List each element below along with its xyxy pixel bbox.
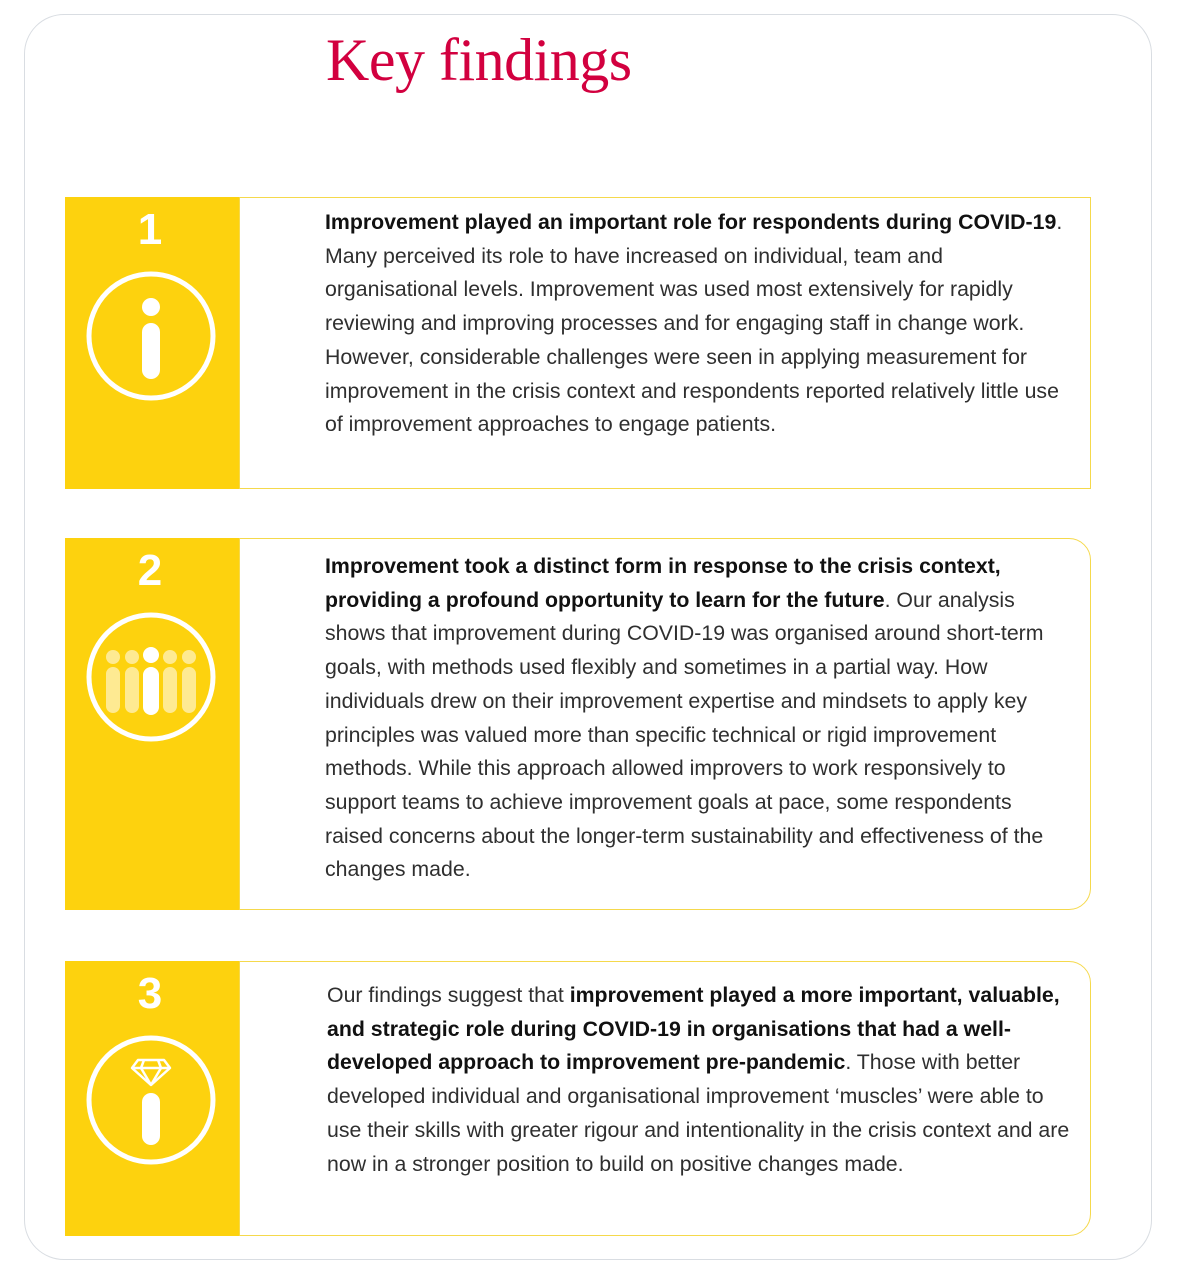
finding-number: 2 xyxy=(137,546,163,595)
finding-body: . Many perceived its role to have increased on individual, team and organisational levels. Improvement was used most extensively for rapidly reviewing and improving processes and for engaging staff in change work. However, considerable challenges were seen in applying measurement for improvement in the crisis context and respondents reported relatively little use of improvement approaches to engage patients. xyxy=(325,210,1063,437)
finding-number: 3 xyxy=(137,969,163,1018)
finding-side-panel xyxy=(65,961,240,1236)
finding-text xyxy=(327,979,1073,1181)
finding-bold: Improvement took a distinct form in response to the crisis context, providing a profound opportunity to learn for the future xyxy=(325,554,1001,612)
finding-text xyxy=(325,550,1073,887)
finding-side-panel xyxy=(65,538,240,910)
finding-number: 1 xyxy=(137,205,163,254)
finding-card-1 xyxy=(65,197,1091,489)
finding-body: . Our analysis shows that improvement during COVID-19 was organised around short-term goals, with methods used flexibly and sometimes in a partial way. How individuals drew on their improvement expertise and mindsets to apply key principles was valued more than specific technical or rigid improvement methods. While this approach allowed improvers to work responsively to support teams to achieve improvement goals at pace, some respondents raised concerns about the longer-term sustainability and effectiveness of the changes made. xyxy=(325,587,1044,882)
page-title: Key findings xyxy=(326,27,632,93)
finding-card-2 xyxy=(65,538,1091,910)
finding-body: . Those with better developed individual and organisational improvement ‘muscles’ were able to use their skills with greater rigour and intentionality in the crisis context and are now in a stronger position to build on positive changes made. xyxy=(327,1050,1070,1176)
info-icon xyxy=(84,269,218,403)
diamond-info-icon xyxy=(84,1033,218,1167)
finding-card-3 xyxy=(65,961,1091,1236)
finding-intro: Our findings suggest that xyxy=(327,983,570,1007)
finding-text xyxy=(325,206,1073,442)
finding-bold: Improvement played an important role for respondents during COVID-19 xyxy=(325,210,1057,234)
finding-side-panel xyxy=(65,197,240,489)
people-group-icon xyxy=(84,610,218,744)
finding-bold: improvement played a more important, valuable, and strategic role during COVID-19 in organisations that had a well-developed approach to improvement pre-pandemic xyxy=(327,983,1060,1075)
